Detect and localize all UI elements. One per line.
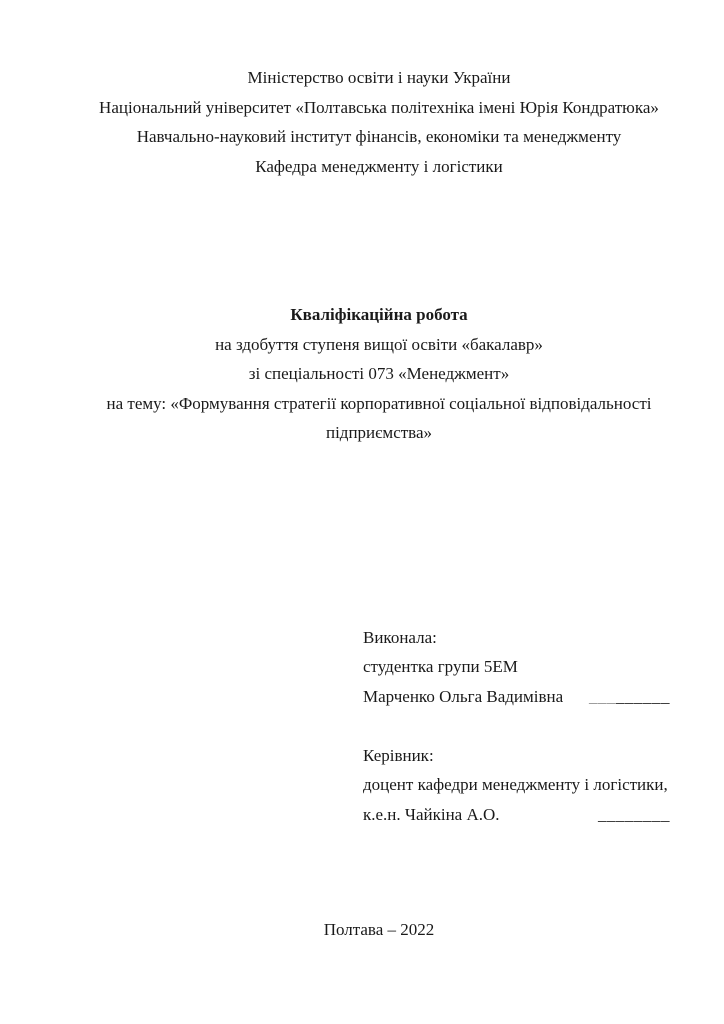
supervisor-name: к.е.н. Чайкіна А.О. [363,804,500,824]
supervisor-role: доцент кафедри менеджменту і логістики, [363,775,668,794]
department-line: Кафедра менеджменту і логістики [255,156,503,176]
university-header [88,63,670,181]
performer-role: студентка групи 5ЕМ [363,657,518,676]
topic-line-2: підприємства» [325,423,433,442]
performer-signature-underscores: ______ [616,686,670,706]
institute-line: Навчально-науковий інститут фінансів, економіки та менеджменту [136,127,622,146]
signature-block [363,623,670,830]
specialty-line: зі спеціальності 073 «Менеджмент» [248,364,510,383]
supervisor-signature-line: ________ [598,804,670,824]
thesis-title-block [88,300,670,448]
university-line: Національний університет «Полтавська політехніка імені Юрія Кондратюка» [99,97,659,117]
performer-signature-prefix: ___ [589,686,616,706]
supervisor-signature-row [363,800,670,830]
block-spacer [363,711,670,741]
ministry-line: Міністерство освіти і науки України [247,68,511,87]
performer-label: Виконала: [363,627,437,647]
supervisor-label: Керівник: [363,745,434,765]
degree-line: на здобуття ступеня вищої освіти «бакалавр» [215,334,543,354]
footer [88,915,670,945]
thesis-title: Кваліфікаційна робота [290,305,468,324]
performer-name: Марченко Ольга Вадимівна [363,686,564,706]
topic-line-1: на тему: «Формування стратегії корпоративної соціальної відповідальності [106,393,652,413]
city-year-line: Полтава – 2022 [323,920,435,939]
performer-signature-line [589,682,670,712]
performer-signature-row [363,682,670,712]
